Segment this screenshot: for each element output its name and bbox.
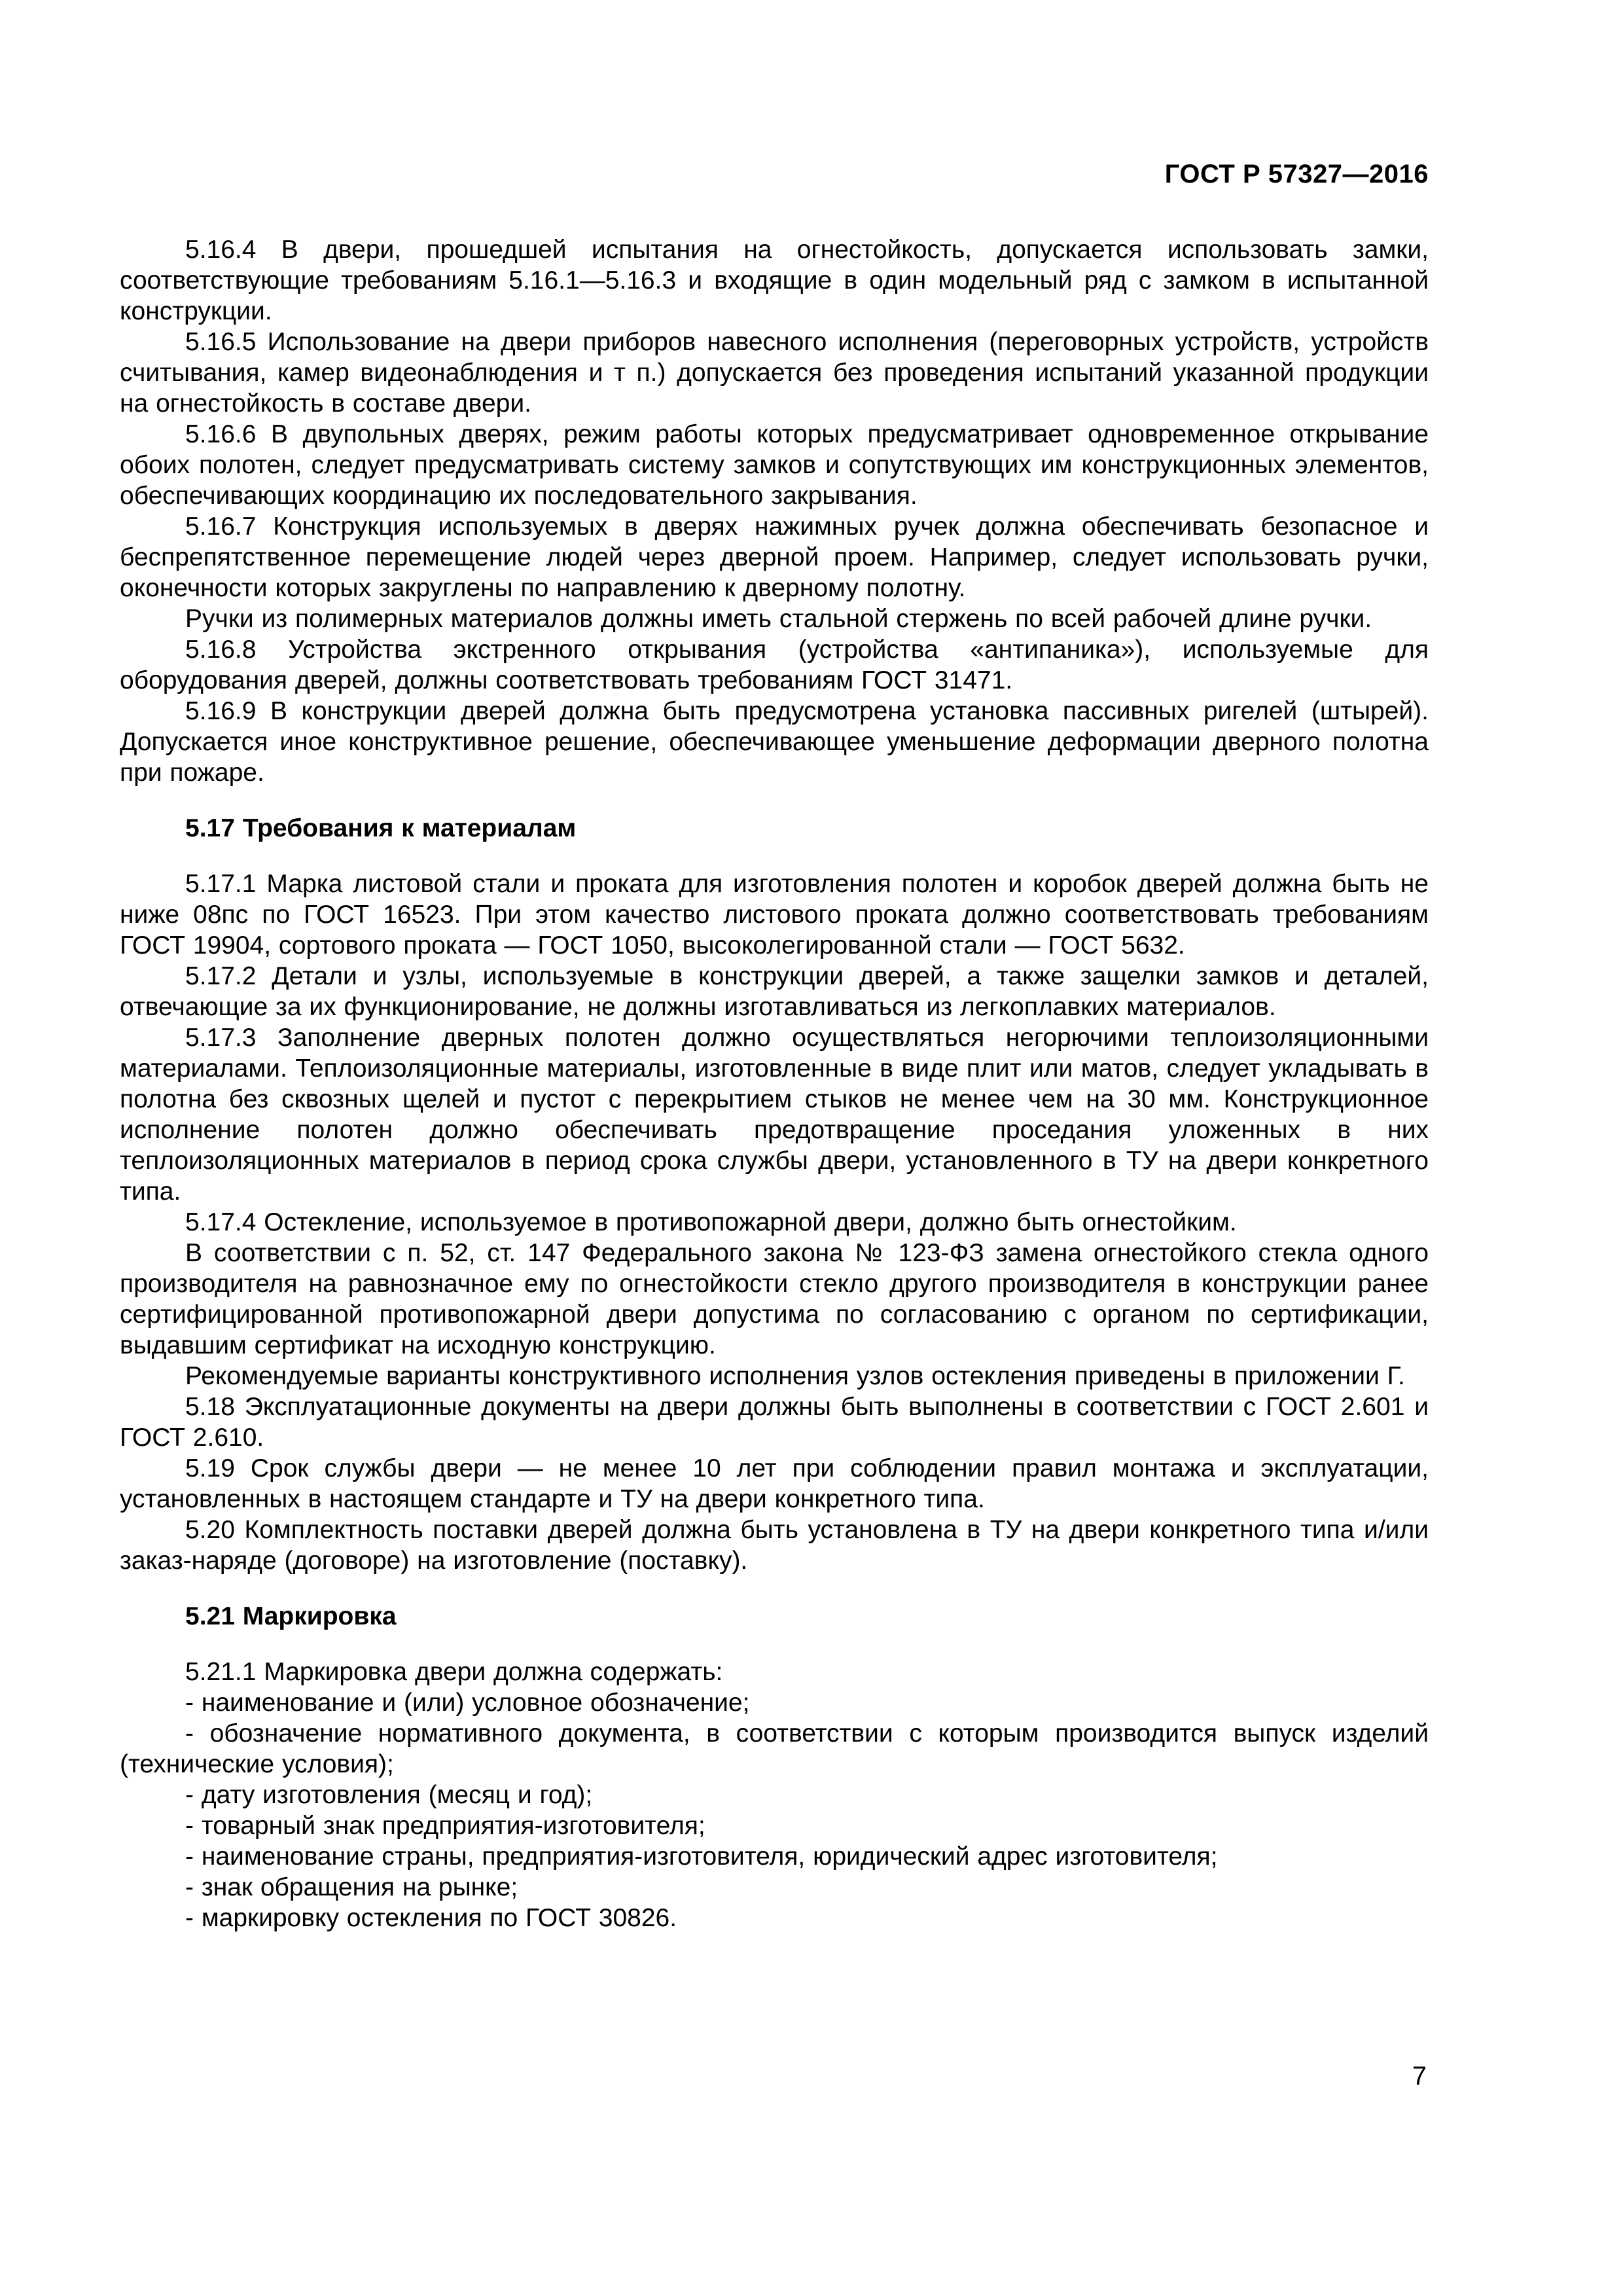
paragraph: Рекомендуемые варианты конструктивного исполнения узлов остекления приведены в приложении Г. [185,1362,1405,1390]
paragraph: - наименование страны, предприятия-изготовителя, юридический адрес изготовителя; [185,1842,1218,1871]
section-heading: 5.17 Требования к материалам [185,814,577,842]
paragraph: Ручки из полимерных материалов должны иметь стальной стержень по всей рабочей длине ручки. [185,605,1372,633]
paragraph: 5.16.9 В конструкции дверей должна быть предусмотрена установка пассивных ригелей (штырей). Допускается иное конструктивное решение, обеспечивающее уменьшение деформации дверного полотна при пожаре. [120,697,1429,787]
paragraph: 5.16.4 В двери, прошедшей испытания на огнестойкость, допускается использовать замки, соответствующие требованиям 5.16.1—5.16.3 и входящие в один модельный ряд с замком в испытанной конструкции. [120,236,1429,325]
paragraph: 5.17.4 Остекление, используемое в противопожарной двери, должно быть огнестойким. [185,1208,1237,1236]
paragraph: 5.17.3 Заполнение дверных полотен должно осуществляться негорючими теплоизоляционными материалами. Теплоизоляционные материалы, изготовленные в виде плит или матов, следует укладывать в полотна без сквозных щелей и пустот с перекрытием стыков не менее чем на 30 мм. Конструкционное исполнение полотен должно обеспечивать предотвращение проседания уложенных в них теплоизоляционных материалов в период срока службы двери, установленного в ТУ на двери конкретного типа. [120,1024,1429,1206]
section-heading: 5.21 Маркировка [185,1602,397,1630]
paragraph: 5.20 Комплектность поставки дверей должна быть установлена в ТУ на двери конкретного типа и/или заказ-наряде (договоре) на изготовление (поставку). [120,1516,1429,1575]
paragraph: - маркировку остекления по ГОСТ 30826. [185,1904,677,1932]
paragraph: 5.17.1 Марка листовой стали и проката для изготовления полотен и коробок дверей должна быть не ниже 08пс по ГОСТ 16523. При этом качество листового проката должно соответствовать требованиям ГОСТ 19904, сортового проката — ГОСТ 1050, высоколегированной стали — ГОСТ 5632. [120,870,1429,960]
page-number: 7 [1412,2062,1427,2090]
paragraph: 5.16.5 Использование на двери приборов навесного исполнения (переговорных устройств, устройств считывания, камер видеонаблюдения и т п.) допускается без проведения испытаний указанной продукции на огнестойкость в составе двери. [120,328,1429,418]
paragraph: - наименование и (или) условное обозначение; [185,1689,750,1717]
paragraph: - товарный знак предприятия-изготовителя; [185,1812,705,1840]
paragraph: 5.16.7 Конструкция используемых в дверях нажимных ручек должна обеспечивать безопасное и беспрепятственное перемещение людей через дверной проем. Например, следует использовать ручки, оконечности которых закруглены по направлению к дверному полотну. [120,512,1429,602]
paragraph: - знак обращения на рынке; [185,1873,518,1901]
paragraph: - обозначение нормативного документа, в соответствии с которым производится выпуск изделий (технические условия); [120,1719,1429,1778]
paragraph: 5.16.8 Устройства экстренного открывания (устройства «антипаника»), используемые для оборудования дверей, должны соответствовать требованиям ГОСТ 31471. [120,636,1429,694]
paragraph: 5.21.1 Маркировка двери должна содержать: [185,1658,723,1686]
paragraph: 5.17.2 Детали и узлы, используемые в конструкции дверей, а также защелки замков и деталей, отвечающие за их функционирование, не должны изготавливаться из легкоплавких материалов. [120,962,1429,1021]
document-content [120,234,1429,1933]
paragraph: 5.19 Срок службы двери — не менее 10 лет при соблюдении правил монтажа и эксплуатации, установленных в настоящем стандарте и ТУ на двери конкретного типа. [120,1454,1429,1513]
document-header: ГОСТ Р 57327—2016 [1164,160,1429,188]
paragraph: В соответствии с п. 52, ст. 147 Федерального закона № 123-ФЗ замена огнестойкого стекла одного производителя на равнозначное ему по огнестойкости стекло другого производителя в конструкции ранее сертифицированной противопожарной двери допустима по согласованию с органом по сертификации, выдавшим сертификат на исходную конструкцию. [120,1239,1429,1359]
paragraph: - дату изготовления (месяц и год); [185,1781,593,1809]
paragraph: 5.18 Эксплуатационные документы на двери должны быть выполнены в соответствии с ГОСТ 2.601 и ГОСТ 2.610. [120,1393,1429,1452]
paragraph: 5.16.6 В двупольных дверях, режим работы которых предусматривает одновременное открывание обоих полотен, следует предусматривать систему замков и сопутствующих им конструкционных элементов, обеспечивающих координацию их последовательного закрывания. [120,420,1429,510]
